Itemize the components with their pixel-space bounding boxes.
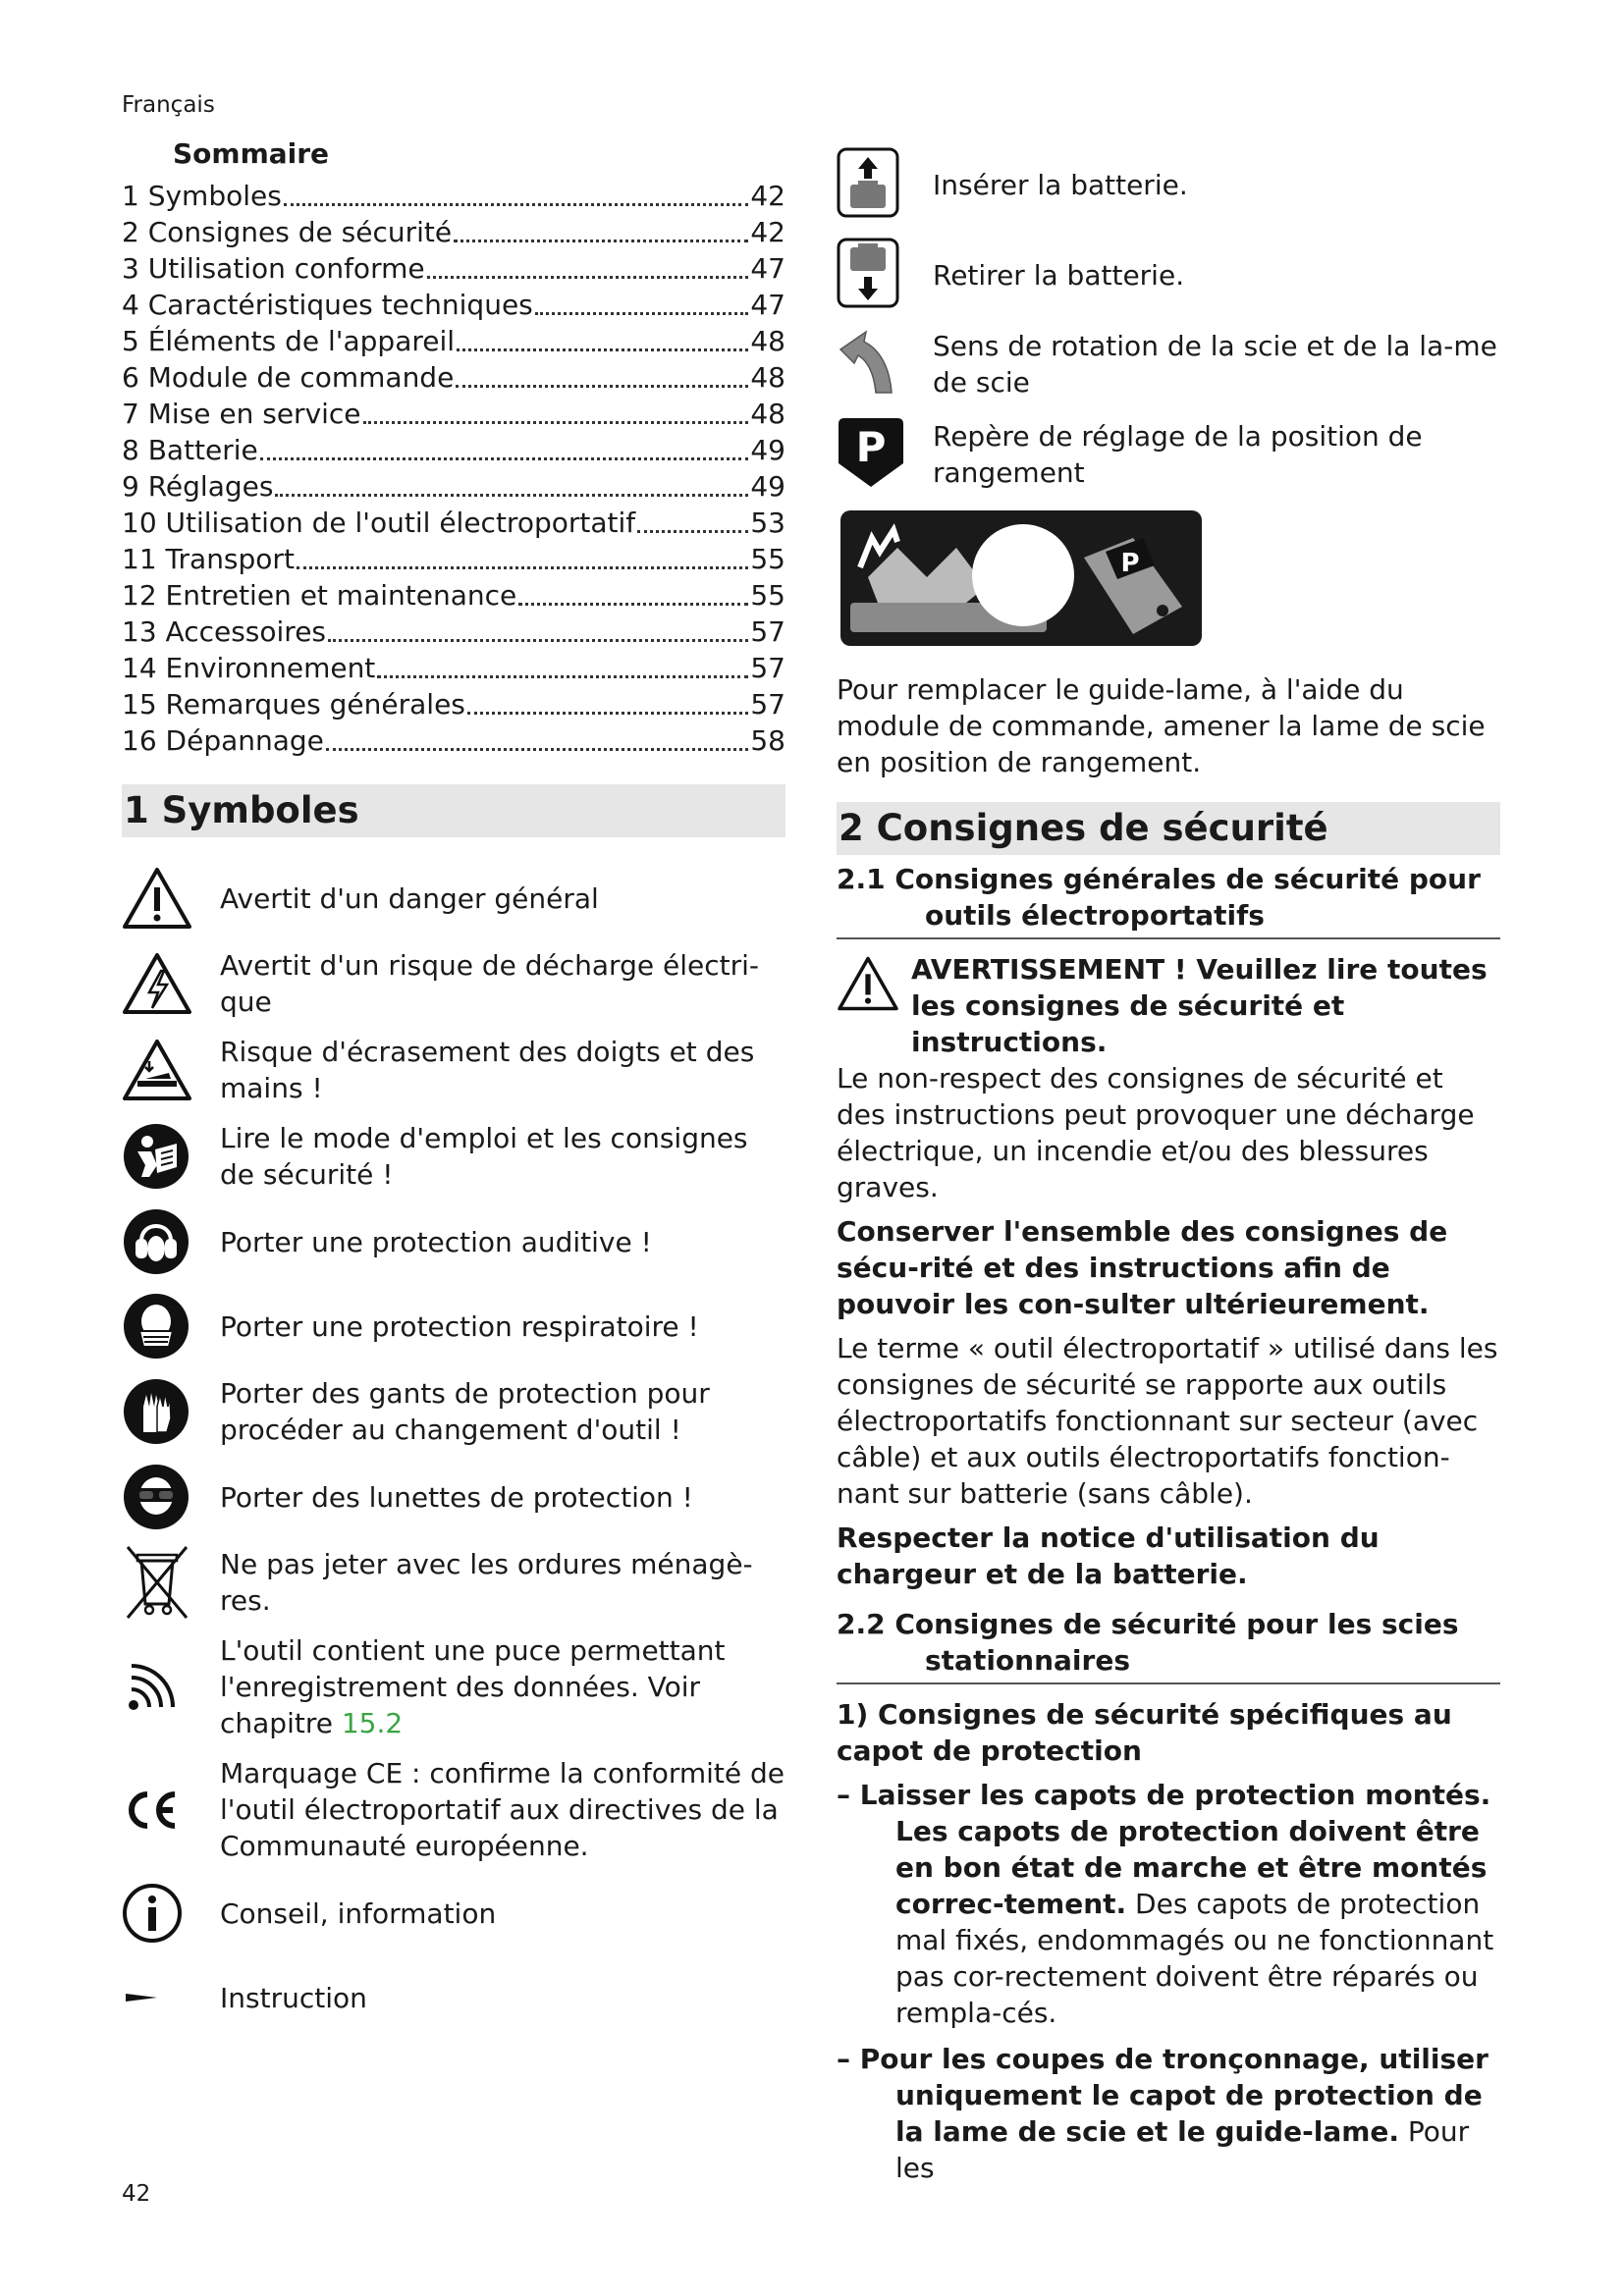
toc-entry-label: 5 Éléments de l'appareil [122,325,456,357]
symbol-text: Porter des lunettes de protection ! [220,1480,693,1514]
toc-entry[interactable] [122,250,785,287]
symbol-row [122,1755,785,1864]
toc-entry-page: 42 [750,180,785,212]
symbol-row [122,1962,785,2033]
symbol-text: Ne pas jeter avec les ordures ménagè-res. [220,1548,753,1617]
toc-entry-label: 1 Symboles [122,180,282,212]
toc-entry-page: 58 [750,724,785,757]
paragraph: Le terme « outil électroportatif » utilisé dans les consignes de sécurité se rapporte aux outils électroportatifs fonctionnant sur secteur (avec câble) et aux outils électroportatifs fonction-nant sur batterie (sans câble). [837,1332,1498,1510]
toc-entry-label: 11 Transport [122,543,295,575]
symbol-text: Insérer la batterie. [933,168,1188,201]
toc-entry-page: 48 [750,361,785,394]
symbol-row [122,1375,785,1448]
rotation-direction-icon [837,328,927,400]
toc-entry-page: 48 [750,325,785,357]
paragraph-bold: Respecter la notice d'utilisation du chargeur et de la batterie. [837,1522,1380,1590]
toc-entry-page: 47 [750,289,785,321]
toc-entry-page: 55 [750,543,785,575]
warning-text: AVERTISSEMENT ! Veuillez lire toutes les consignes de sécurité et instructions. [911,953,1488,1058]
toc-title: Sommaire [173,137,330,170]
symbols-heading: 1 Symboles [122,784,785,837]
rfid-chip-icon [122,1652,200,1723]
toc-entry-label: 7 Mise en service [122,398,361,430]
toc-entry[interactable] [122,178,785,214]
symbols-list [122,863,785,2033]
toc-entry[interactable] [122,541,785,577]
symbol-row [122,1546,785,1619]
toc-entry-label: 16 Dépannage [122,724,324,757]
toc-list [122,178,785,759]
toc-leader-dots [456,385,748,388]
toc-entry[interactable] [122,396,785,432]
svg-text:P: P [1120,549,1140,578]
symbol-text: Porter une protection respiratoire ! [220,1309,699,1343]
toc-entry-label: 14 Environnement [122,652,376,684]
toc-leader-dots [454,240,748,242]
instruction-arrow-icon [122,1962,200,2033]
toc-entry-page: 49 [750,470,785,503]
paragraph-bold: 1) Consignes de sécurité spécifiques au capot de protection [837,1698,1452,1767]
svg-text:P: P [855,423,887,471]
toc-entry-page: 53 [750,507,785,539]
toc-entry[interactable] [122,359,785,396]
symbol-text: Repère de réglage de la position de rangement [933,420,1423,489]
subheading-general-safety: 2.1 Consignes générales de sécurité pour outils électroportatifs [837,861,1500,939]
toc-leader-dots [275,494,748,497]
left-column [122,137,785,2047]
symbol-text: Marquage CE : confirme la conformité de l'outil électroportatif aux directives de la Communauté européenne. [220,1757,785,1862]
symbol-row [122,1878,785,1949]
language-label: Français [122,92,215,118]
toc-entry-page: 57 [750,688,785,721]
toc-leader-dots [457,348,748,351]
battery-remove-icon [837,238,927,312]
toc-entry-page: 57 [750,615,785,648]
symbol-text: Lire le mode d'emploi et les consignes de sécurité ! [220,1122,748,1191]
toc-entry-page: 47 [750,252,785,285]
toc-entry[interactable] [122,432,785,468]
symbol-row [837,328,1500,400]
symbol-row [122,863,785,934]
toc-leader-dots [297,566,748,569]
toc-leader-dots [535,312,749,315]
bullet-item [837,1777,1500,2031]
battery-insert-icon [837,147,927,222]
ce-mark-icon [122,1775,200,1845]
symbol-text: Porter des gants de protection pour procéder au changement d'outil ! [220,1377,710,1446]
toc-entry-label: 8 Batterie [122,434,258,466]
toc-entry[interactable] [122,650,785,686]
toc-entry-label: 15 Remarques générales [122,688,465,721]
toc-entry[interactable] [122,214,785,250]
right-column [837,147,1500,2196]
toc-entry-label: 3 Utilisation conforme [122,252,425,285]
toc-entry-page: 55 [750,579,785,612]
chapter-link[interactable]: 15.2 [341,1707,404,1739]
symbol-row [122,1632,785,1741]
symbol-row [837,147,1500,222]
toc-entry-label: 9 Réglages [122,470,274,503]
subheading-stationary-saws: 2.2 Consignes de sécurité pour les scies stationnaires [837,1606,1500,1684]
info-icon [122,1878,200,1949]
toc-leader-dots [427,276,749,279]
bullet-text: Des capots de protection mal fixés, endommagés ou ne fonctionnant pas cor-rectement doivent être réparés ou rempla-cés. [895,1888,1494,2029]
ear-protection-icon [122,1206,200,1277]
toc-leader-dots [467,712,748,715]
bullet-text: Pour les [895,2115,1470,2184]
toc-leader-dots [326,748,748,751]
toc-entry-label: 4 Caractéristiques techniques [122,289,533,321]
warning-block [837,951,1500,1060]
warning-triangle-icon [122,863,200,934]
gloves-icon [122,1376,200,1447]
toc-entry-label: 13 Accessoires [122,615,327,648]
toc-entry-label: 2 Consignes de sécurité [122,216,453,248]
parking-position-icon [837,416,927,493]
symbol-row [122,1462,785,1532]
symbol-row [837,416,1500,493]
toc-entry-label: 10 Utilisation de l'outil électroportatif [122,507,636,539]
symbol-text: Retirer la batterie. [933,258,1185,292]
toc-entry-page: 42 [750,216,785,248]
symbol-row [122,1034,785,1106]
toc-leader-dots [518,603,748,606]
toc-leader-dots [377,675,748,678]
crossed-bin-icon [122,1547,200,1618]
symbol-text: Sens de rotation de la scie et de la la-me de scie [933,330,1497,399]
symbol-text [200,1632,785,1741]
symbol-text: Risque d'écrasement des doigts et des mains ! [220,1036,755,1104]
toc-entry-label: 12 Entretien et maintenance [122,579,517,612]
toc-leader-dots [284,203,749,206]
toc-leader-dots [363,421,749,424]
electric-shock-icon [122,948,200,1019]
toc-entry[interactable] [122,686,785,722]
toc-entry[interactable] [122,722,785,759]
toc-entry-label: 6 Module de commande [122,361,455,394]
symbol-text-part: L'outil contient une puce permettant l'enregistrement des données. Voir chapitre [220,1634,726,1739]
symbol-text: Instruction [220,1981,367,2014]
symbol-row [122,1206,785,1277]
warning-triangle-icon [837,951,899,1016]
symbol-text: Avertit d'un risque de décharge électri-que [220,949,759,1018]
toc-leader-dots [260,457,749,460]
symbol-text: Conseil, information [220,1896,497,1930]
symbol-row [122,1120,785,1193]
bullet-bold: Les capots de protection doivent être en bon état de marche et être montés correc-tement. [895,1815,1488,1920]
blade-guide-illustration [839,508,1500,652]
symbol-row [122,947,785,1020]
bullet-item [837,2041,1500,2186]
paragraph: Le non-respect des consignes de sécurité et des instructions peut provoquer une décharge électrique, un incendie et/ou des blessures graves. [837,1062,1475,1203]
symbol-row [837,238,1500,312]
toc-leader-dots [637,530,748,533]
toc-entry-page: 57 [750,652,785,684]
symbol-text: Porter une protection auditive ! [220,1225,652,1258]
toc-entry[interactable] [122,505,785,541]
bullet-bold: – Pour les coupes de tronçonnage, utiliser uniquement le capot de protection de la lame de scie et le guide-lame. [837,2043,1489,2148]
blade-guide-note: Pour remplacer le guide-lame, à l'aide du module de commande, amener la lame de scie en position de rangement. [837,673,1486,778]
paragraph-bold: Conserver l'ensemble des consignes de sécu-rité et des instructions afin de pouvoir les con-sulter ultérieurement. [837,1215,1448,1320]
toc-entry-page: 49 [750,434,785,466]
read-manual-icon [122,1121,200,1192]
respiratory-protection-icon [122,1291,200,1362]
toc-entry[interactable] [122,468,785,505]
bullet-bold: – Laisser les capots de protection montés. [837,1779,1491,1811]
goggles-icon [122,1462,200,1532]
toc-entry[interactable] [122,287,785,323]
safety-heading: 2 Consignes de sécurité [837,802,1500,855]
toc-leader-dots [328,639,748,642]
toc-entry[interactable] [122,323,785,359]
symbol-text: Avertit d'un danger général [220,881,599,915]
hand-crush-icon [122,1035,200,1105]
toc-entry[interactable] [122,577,785,614]
toc-entry[interactable] [122,614,785,650]
toc-entry-page: 48 [750,398,785,430]
page-number: 42 [122,2181,151,2207]
symbol-row [122,1291,785,1362]
